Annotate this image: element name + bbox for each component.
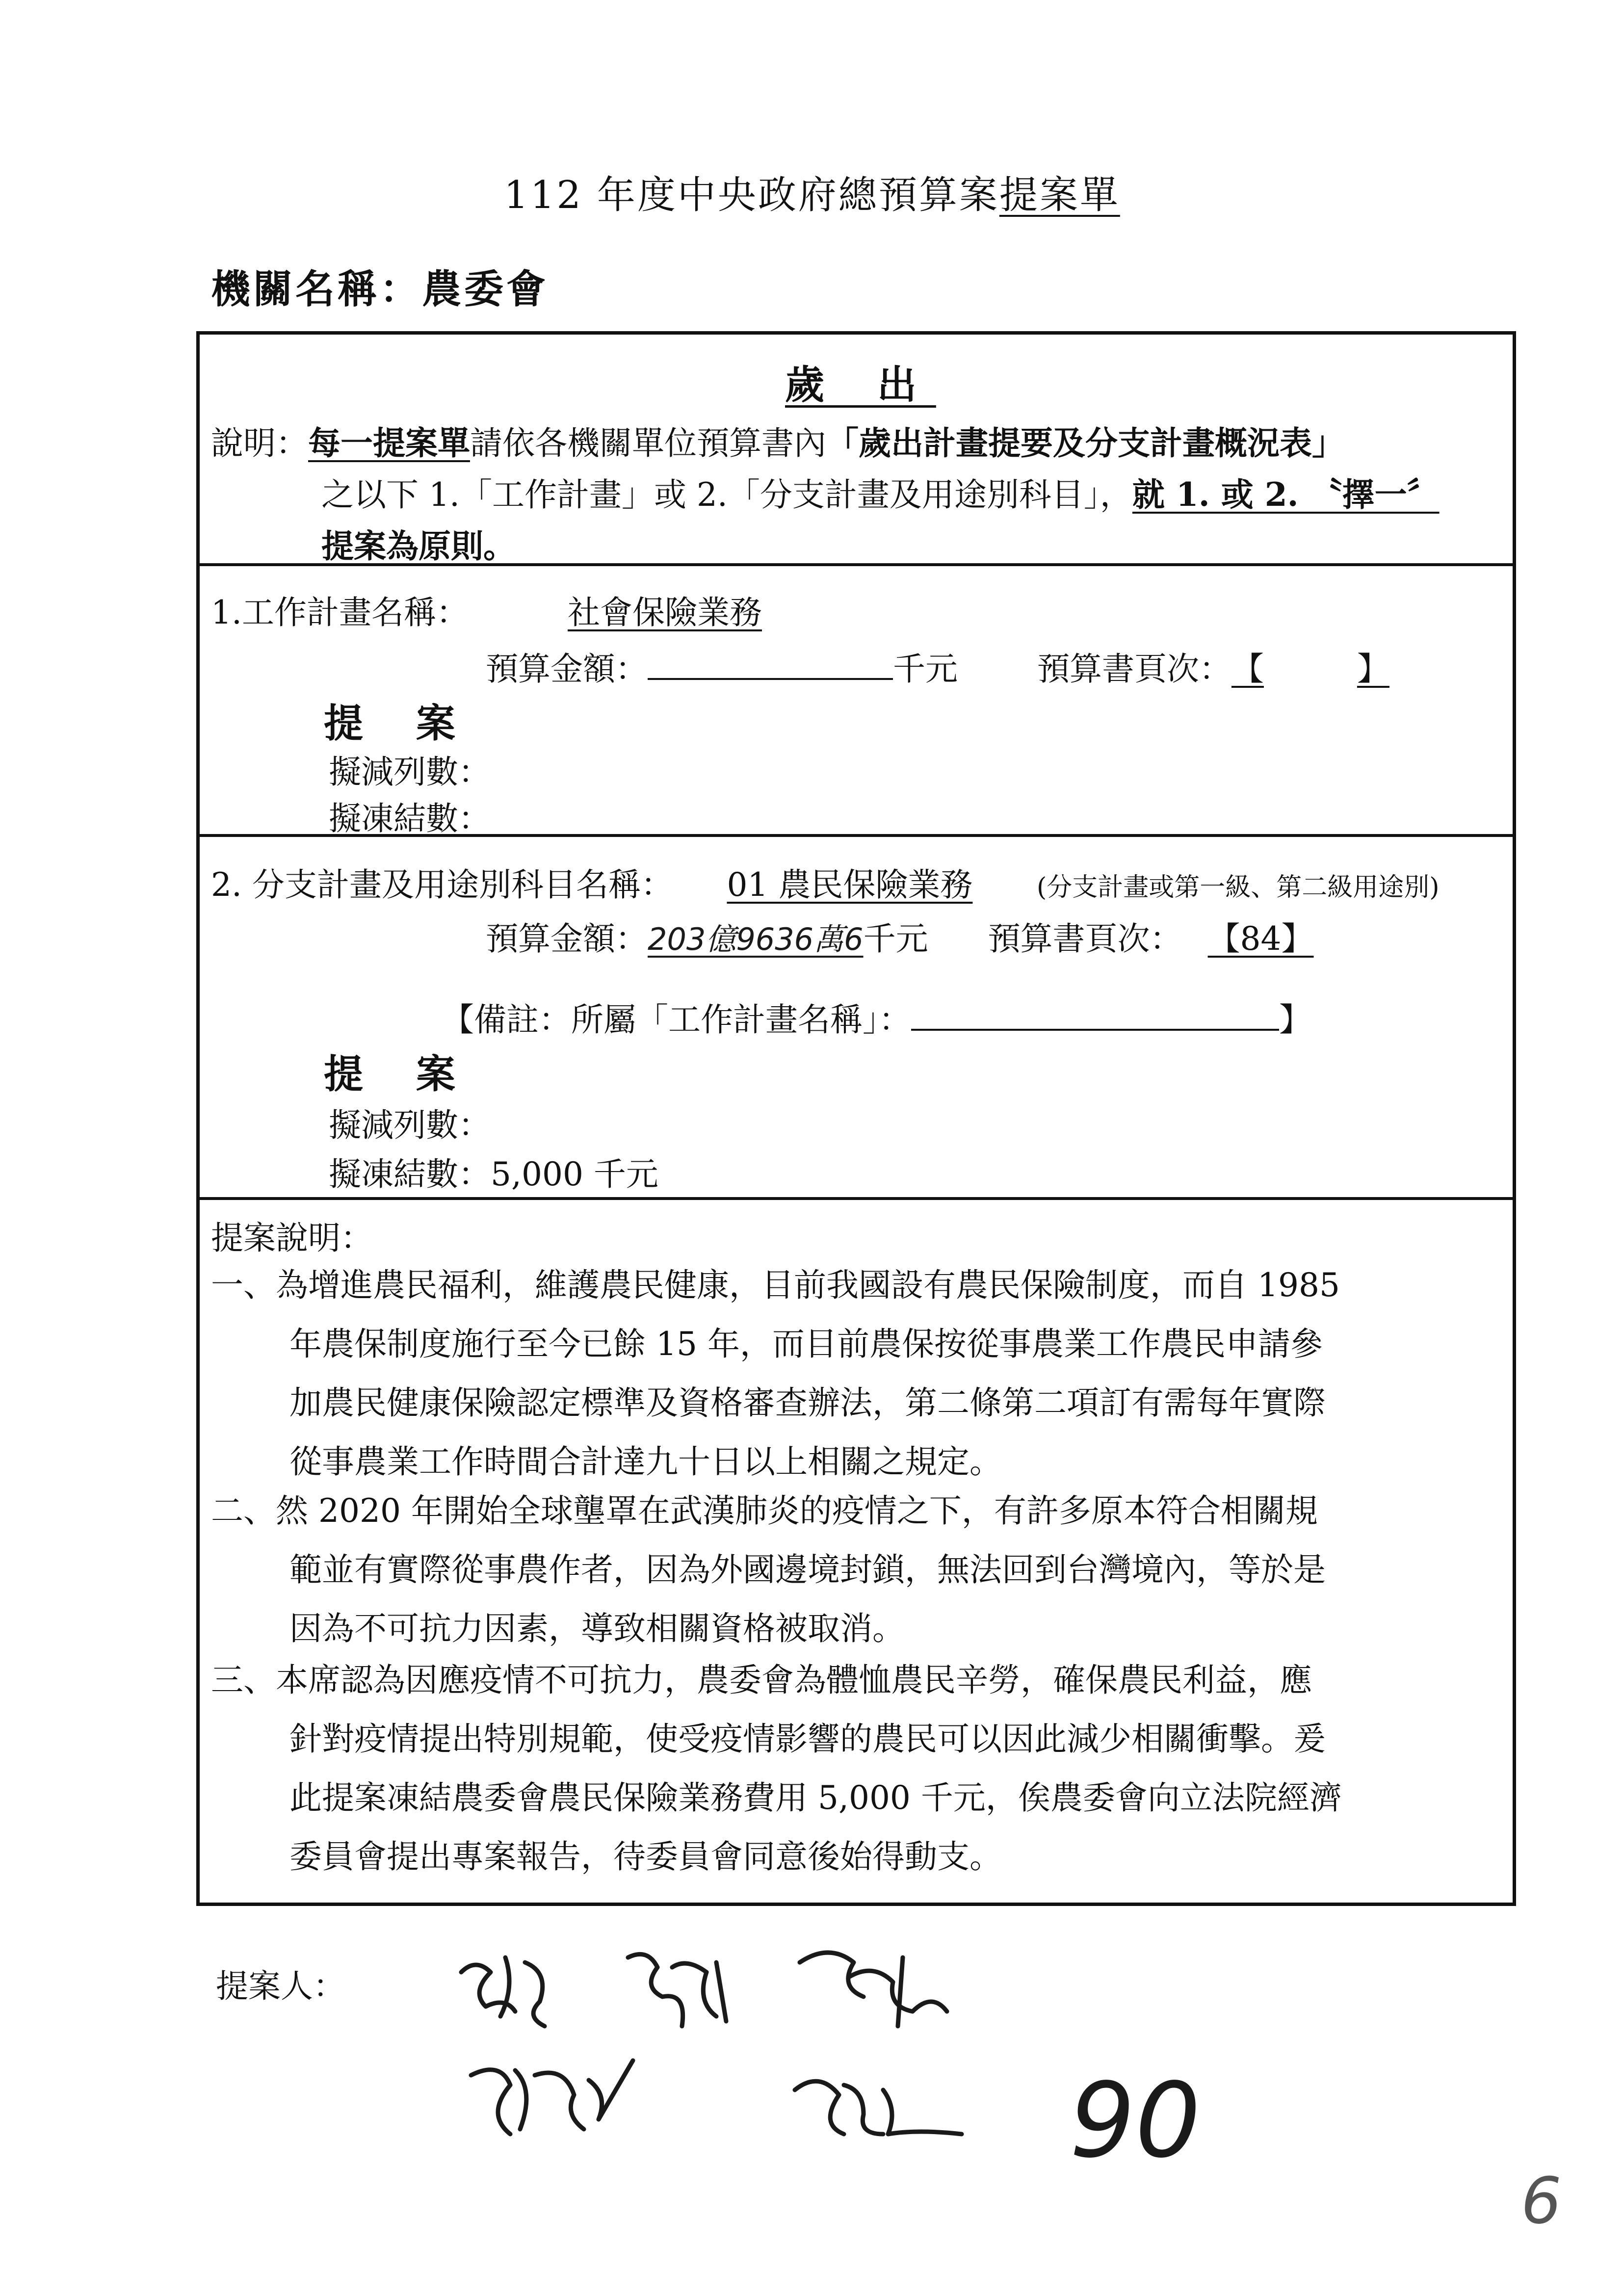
work-plan-budget-blank — [648, 649, 893, 680]
work-plan-page-label: 預算書頁次： — [1037, 650, 1231, 688]
title-underlined: 提案單 — [999, 173, 1120, 217]
item-2-line-2: 範並有實際從事農作者，因為外國邊境封鎖，無法回到台灣境內，等於是 — [289, 1551, 1326, 1589]
work-plan-cut-label: 擬減列數： — [329, 753, 491, 791]
agency-label: 機關名稱： — [211, 266, 422, 312]
agency-line — [211, 258, 549, 314]
title-prefix: 112 年度中央政府總預算案 — [504, 173, 999, 217]
document-title — [0, 164, 1624, 219]
item-1-line-4: 從事農業工作時間合計達九十日以上相關之規定。 — [289, 1443, 1002, 1481]
branch-plan-budget-line — [486, 913, 1339, 959]
instruction-line-3: 提案為原則。 — [321, 527, 516, 565]
page-number: 6 — [1521, 2164, 1562, 2238]
handwritten-number: 90 — [1070, 2061, 1201, 2181]
instruction-emphasis-1: 每一提案單 — [308, 424, 470, 462]
work-plan-budget-line — [486, 643, 1423, 689]
work-plan-freeze-label: 擬凍結數： — [329, 800, 491, 837]
branch-plan-budget-unit: 千元 — [863, 920, 928, 958]
item-2-line-3: 因為不可抗力因素，導致相關資格被取消。 — [289, 1610, 905, 1647]
branch-plan-freeze-line — [329, 1148, 658, 1195]
instruction-emphasis-3: 就 1. 或 2. 〝擇一〞 — [1132, 475, 1440, 514]
item-1-line-2: 年農保制度施行至今已餘 15 年，而目前農保按從事農業工作農民申請參 — [289, 1325, 1323, 1363]
page-close-bracket: 】 — [1357, 650, 1389, 688]
work-plan-name: 社會保險業務 — [567, 594, 762, 631]
work-plan-label: 1.工作計畫名稱： — [211, 594, 469, 631]
branch-plan-cut-label: 擬減列數： — [329, 1106, 491, 1144]
work-plan-budget-unit: 千元 — [893, 650, 958, 688]
work-plan-line — [211, 586, 861, 633]
instruction-text-2: 之以下 1.「工作計畫」或 2.「分支計畫及用途別科目」， — [321, 476, 1132, 514]
item-3-number: 三、 — [211, 1661, 276, 1699]
branch-plan-note: (分支計畫或第一級、第二級用途別) — [1036, 873, 1440, 902]
proposer-label: 提案人： — [216, 1967, 345, 2005]
page-open-bracket: 【 — [1231, 650, 1264, 688]
remark-blank — [911, 999, 1279, 1031]
section-heading: 歲 出 — [785, 362, 936, 408]
agency-value: 農委會 — [422, 266, 549, 312]
work-plan-page-field — [1231, 643, 1423, 689]
branch-plan-line — [211, 859, 1440, 905]
item-3-line-2: 針對疫情提出特別規範，使受疫情影響的農民可以因此減少相關衝擊。爰 — [289, 1720, 1326, 1758]
branch-plan-freeze-label: 擬凍結數： — [329, 1155, 491, 1193]
work-plan-proposal-heading: 提 案 — [324, 700, 475, 746]
explanation-item-3 — [211, 1651, 1342, 1886]
item-2-line-1: 然 2020 年開始全球壟罩在武漢肺炎的疫情之下，有許多原本符合相關規 — [276, 1492, 1318, 1530]
branch-plan-name: 01 農民保險業務 — [727, 866, 973, 904]
item-1-number: 一、 — [211, 1266, 276, 1304]
explanation-label: 提案說明： — [211, 1219, 373, 1257]
remark-close: 】 — [1279, 1001, 1311, 1039]
branch-plan-freeze-value: 5,000 千元 — [491, 1155, 658, 1193]
instruction-label: 說明： — [211, 424, 308, 462]
branch-plan-label: 2. 分支計畫及用途別科目名稱： — [211, 866, 673, 904]
branch-plan-budget-handwritten: 203億9636萬6 — [648, 921, 864, 957]
item-3-line-4: 委員會提出專案報告，待委員會同意後始得動支。 — [289, 1838, 1002, 1876]
item-1-line-3: 加農民健康保險認定標準及資格審查辦法，第二條第二項訂有需每年實際 — [289, 1384, 1326, 1422]
branch-plan-page-label: 預算書頁次： — [988, 920, 1182, 958]
branch-plan-proposal-heading: 提 案 — [324, 1051, 475, 1097]
remark-open: 【備註：所屬「工作計畫名稱」： — [442, 1001, 911, 1039]
item-3-line-1: 本席認為因應疫情不可抗力，農委會為體恤農民辛勞，確保農民利益，應 — [276, 1661, 1312, 1699]
branch-plan-remark-line — [442, 993, 1311, 1040]
instruction-text-1: 請依各機關單位預算書內 — [470, 424, 826, 462]
branch-plan-page-value: 【84】 — [1207, 920, 1314, 958]
explanation-item-2 — [211, 1482, 1326, 1658]
item-3-line-3: 此提案凍結農委會農民保險業務費用 5,000 千元，俟農委會向立法院經濟 — [289, 1779, 1342, 1817]
instruction-emphasis-2: 「歲出計畫提要及分支計畫概況表」 — [826, 424, 1344, 462]
item-2-number: 二、 — [211, 1492, 276, 1530]
explanation-item-1 — [211, 1256, 1340, 1491]
divider-3 — [196, 1197, 1516, 1200]
branch-plan-budget-label: 預算金額： — [486, 920, 648, 958]
work-plan-budget-label: 預算金額： — [486, 650, 648, 688]
instruction-line-2 — [321, 469, 1440, 515]
instruction-line-1 — [211, 417, 1344, 464]
item-1-line-1: 為增進農民福利，維護農民健康，目前我國設有農民保險制度，而自 1985 — [276, 1266, 1340, 1304]
